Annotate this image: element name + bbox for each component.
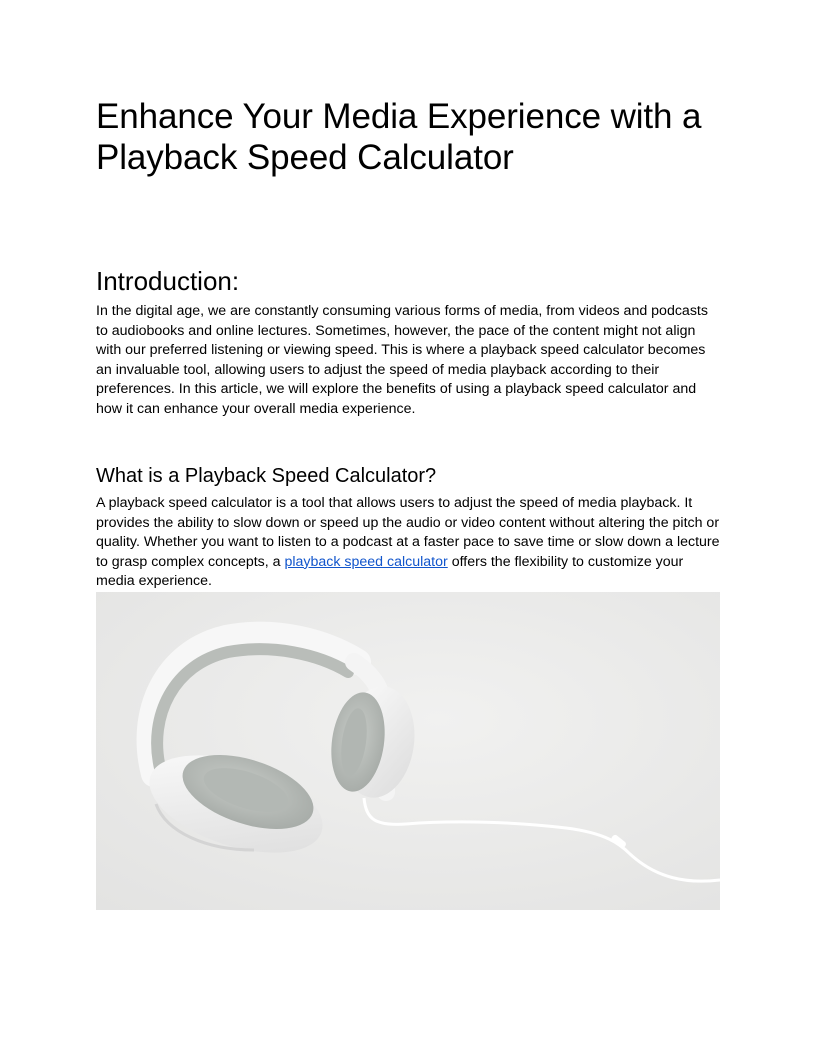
introduction-heading: Introduction: — [96, 266, 240, 296]
document-page — [96, 96, 720, 592]
what-is-text-after-link: offers the flexibility to customize your media experience. — [96, 553, 684, 589]
headphones-photo — [96, 592, 720, 910]
headphones-illustration — [96, 592, 720, 910]
what-is-paragraph — [96, 494, 720, 592]
document-title: Enhance Your Media Experience with a Playback Speed Calculator — [96, 97, 702, 177]
what-is-text-before-link: A playback speed calculator is a tool that allows users to adjust the speed of media playback. It provides the ability to slow down or speed up the audio or video content without altering the pitch or quality. Whether you want to listen to a podcast at a faster pace to save time or slow down a lecture to grasp complex concepts, a — [96, 495, 720, 570]
playback-speed-calculator-link[interactable]: playback speed calculator — [284, 553, 448, 570]
what-is-heading: What is a Playback Speed Calculator? — [96, 465, 437, 487]
introduction-paragraph: In the digital age, we are constantly consuming various forms of media, from videos and podcasts to audiobooks and online lectures. Sometimes, however, the pace of the content might not align with our preferred listening or viewing speed. This is where a playback speed calculator becomes an invaluable tool, allowing users to adjust the speed of media playback according to their preferences. In this article, we will explore the benefits of using a playback speed calculator and how it can enhance your overall media experience. — [96, 303, 708, 417]
